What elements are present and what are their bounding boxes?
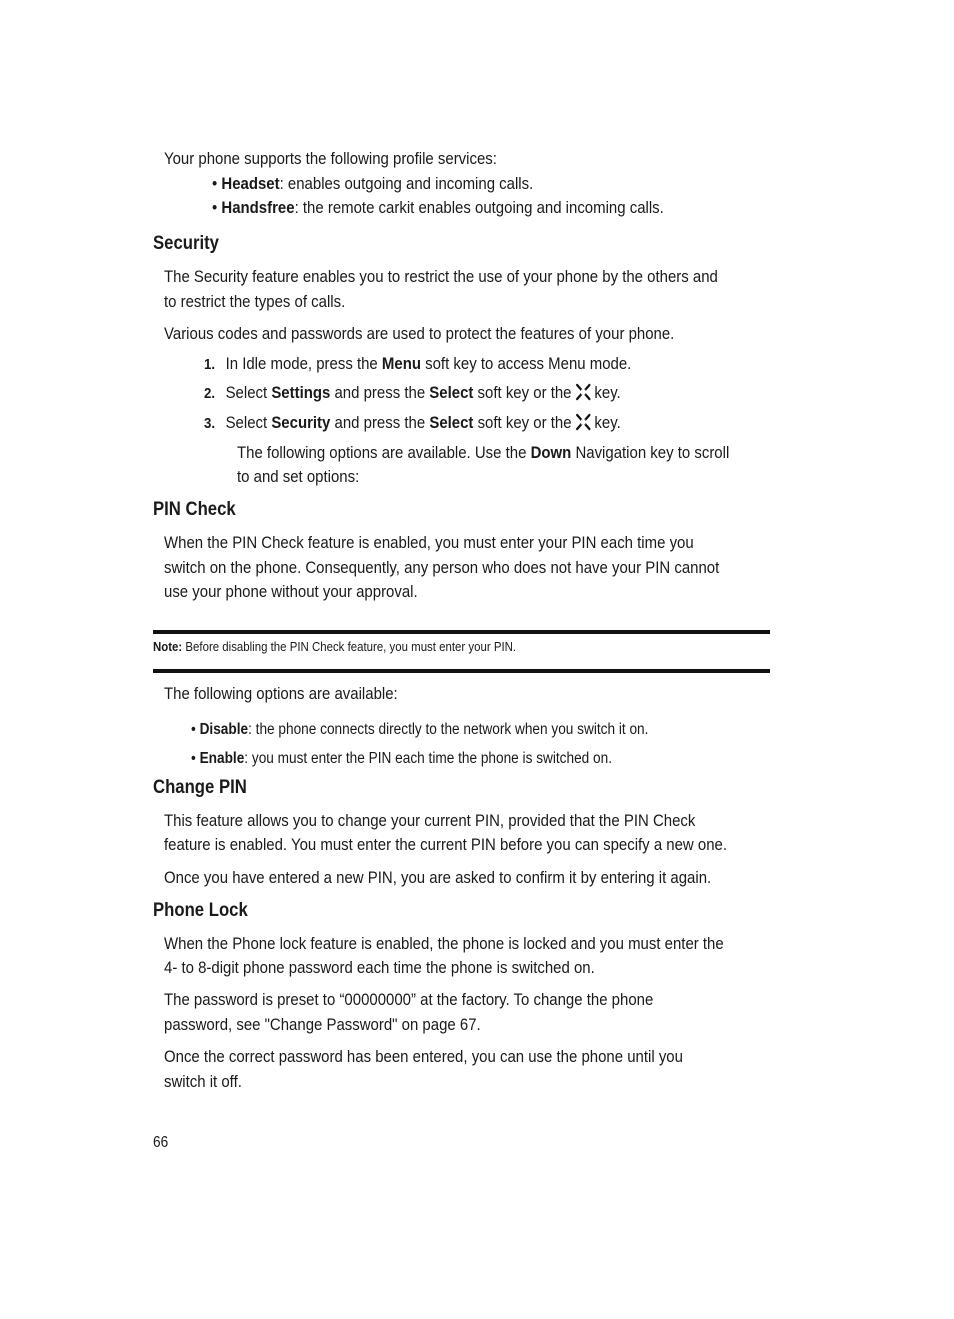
intro-text: Your phone supports the following profile services: bbox=[164, 149, 497, 168]
phone-lock-p1-line2: 4- to 8-digit phone password each time the phone is switched on. bbox=[164, 958, 595, 977]
ok-key-icon bbox=[575, 413, 591, 431]
option-enable: • Enable: you must enter the PIN each time the phone is switched on. bbox=[191, 750, 613, 767]
heading-phone-lock: Phone Lock bbox=[153, 900, 248, 921]
change-pin-line1: This feature allows you to change your current PIN, provided that the PIN Check bbox=[164, 811, 696, 830]
page-number: 66 bbox=[153, 1134, 169, 1151]
bullet-headset: • Headset: enables outgoing and incoming calls. bbox=[212, 174, 534, 193]
phone-lock-p2-line1: The password is preset to “00000000” at the factory. To change the phone bbox=[164, 990, 654, 1009]
step-3: 3. Select Security and press the Select soft key or the key. bbox=[204, 413, 621, 432]
heading-security: Security bbox=[153, 233, 219, 254]
options-note-line2: to and set options: bbox=[237, 467, 360, 486]
security-p2: Various codes and passwords are used to protect the features of your phone. bbox=[164, 324, 675, 343]
phone-lock-p1-line1: When the Phone lock feature is enabled, the phone is locked and you must enter the bbox=[164, 934, 724, 953]
phone-lock-p2-line2: password, see "Change Password" on page 67. bbox=[164, 1015, 481, 1034]
security-p1-line2: to restrict the types of calls. bbox=[164, 292, 346, 311]
change-pin-line2: feature is enabled. You must enter the current PIN before you can specify a new one. bbox=[164, 835, 728, 854]
pin-check-line2: switch on the phone. Consequently, any person who does not have your PIN cannot bbox=[164, 558, 720, 577]
note-bottom-rule bbox=[153, 669, 770, 673]
options-note-line1: The following options are available. Use the Down Navigation key to scroll bbox=[237, 443, 730, 462]
heading-pin-check: PIN Check bbox=[153, 499, 236, 520]
note: Note: Before disabling the PIN Check feature, you must enter your PIN. bbox=[153, 639, 517, 654]
option-disable: • Disable: the phone connects directly to the network when you switch it on. bbox=[191, 721, 649, 738]
ok-key-icon bbox=[575, 383, 591, 401]
step-1: 1. In Idle mode, press the Menu soft key to access Menu mode. bbox=[204, 354, 632, 373]
heading-change-pin: Change PIN bbox=[153, 777, 247, 798]
phone-lock-p3-line2: switch it off. bbox=[164, 1072, 242, 1091]
pin-check-line1: When the PIN Check feature is enabled, you must enter your PIN each time you bbox=[164, 533, 694, 552]
bullet-handsfree: • Handsfree: the remote carkit enables outgoing and incoming calls. bbox=[212, 198, 664, 217]
phone-lock-p3-line1: Once the correct password has been entered, you can use the phone until you bbox=[164, 1047, 683, 1066]
step-2: 2. Select Settings and press the Select soft key or the key. bbox=[204, 383, 621, 402]
pin-options-intro: The following options are available: bbox=[164, 684, 398, 703]
security-p1-line1: The Security feature enables you to restrict the use of your phone by the others and bbox=[164, 267, 718, 286]
note-top-rule bbox=[153, 630, 770, 634]
pin-check-line3: use your phone without your approval. bbox=[164, 582, 418, 601]
change-pin-p2: Once you have entered a new PIN, you are asked to confirm it by entering it again. bbox=[164, 868, 712, 887]
